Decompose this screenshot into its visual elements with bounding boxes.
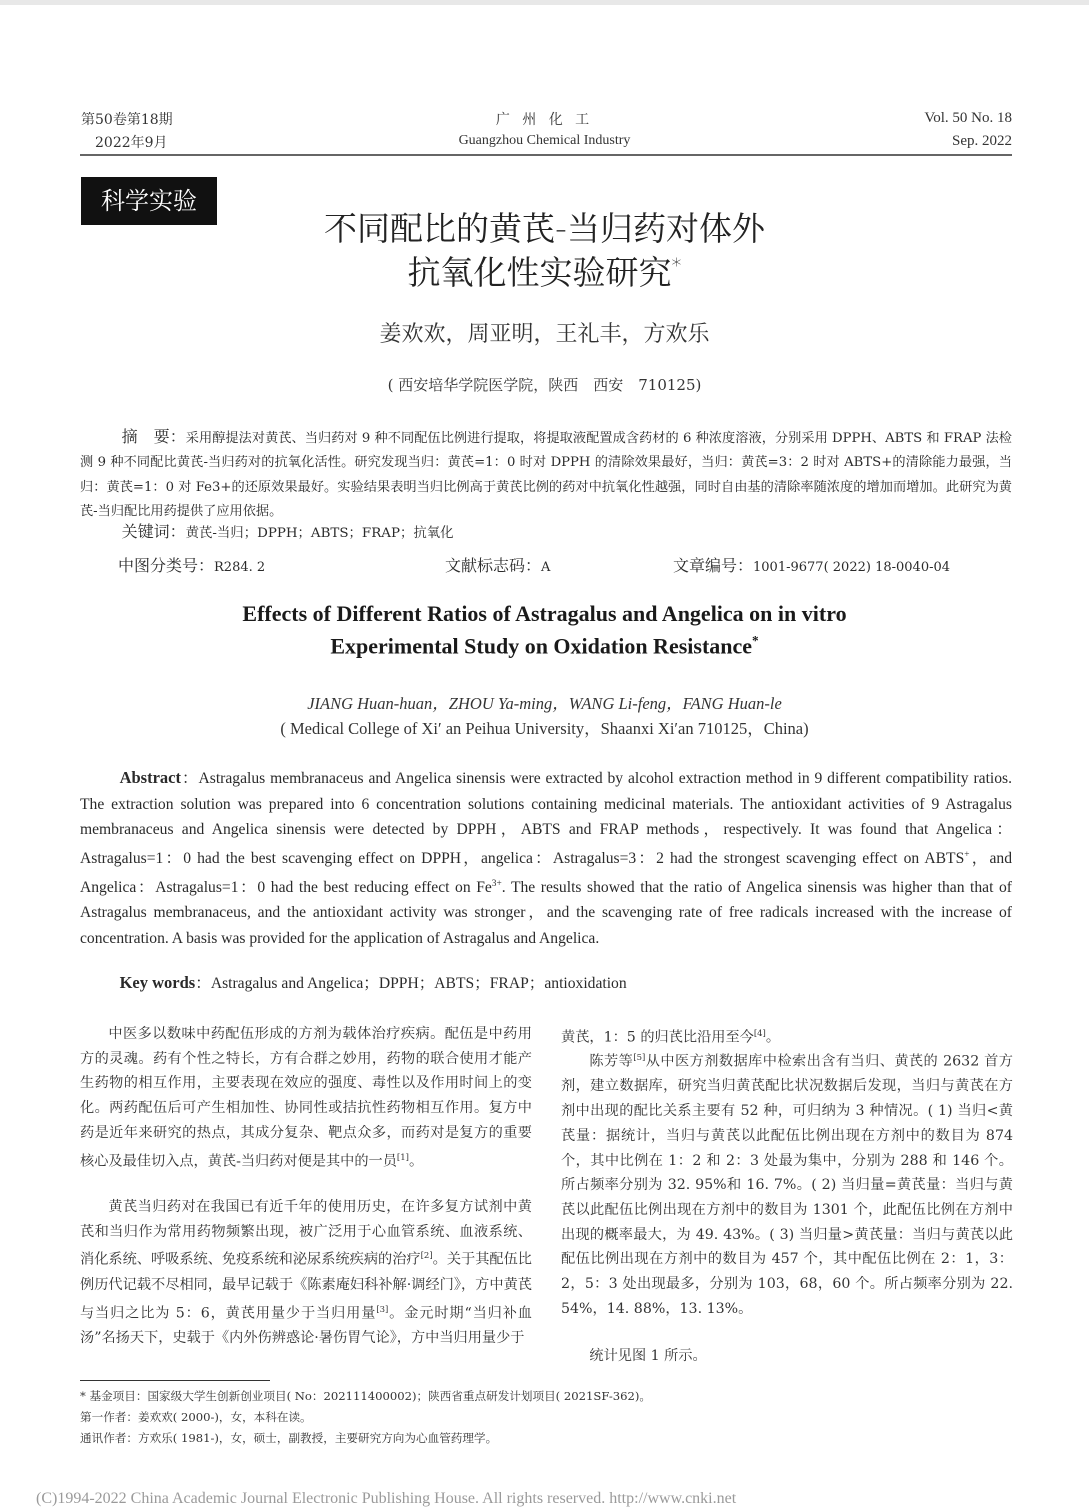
keywords-cn-text: 黄芪-当归；DPPH；ABTS；FRAP；抗氧化 [185,526,454,541]
footnote-corresponding-author: 通讯作者：方欢乐( 1981-)，女，硕士，副教授，主要研究方向为心血管药理学。 [80,1431,498,1445]
clc-label: 中图分类号： [118,556,215,575]
section-tag: 科学实验 [81,177,217,225]
keywords-en-label: Key words [119,973,196,992]
article-number [673,553,950,576]
body-left-p2-text-c: 。金元时期“当归补血汤”名扬天下，史载于《内外伤辨惑论·暑伤胃气论》，方中当归用量少于 [80,1305,532,1346]
title-cn-line2-text: 抗氧化性实验研究 [407,253,672,292]
document-code [445,553,550,576]
abstract-en-part1: ：Astragalus membranaceus and Angelica sinensis were extracted by alcohol extraction method in 9 different compatibility ratios. The extraction solution was prepared into 6 concentration solutions containing medicinal materials. The antioxidant activities of 9 Astragalus membranaceus and Angelica sinensis were detected by DPPH，ABTS and FRAP methods，respectively. It was found that Angelica：Astragalus=1：0 had the best scavenging effect on DPPH，angelica：Astragalus=3：2 had the strongest scavenging effect on ABTS [80,770,1012,867]
header-date-cn: 2022年9月 [95,135,168,151]
header-journal-en: Guangzhou Chemical Industry [458,133,631,148]
title-cn-line1: 不同配比的黄芪-当归药对体外 [324,209,765,248]
title-en-footnote-mark: * [752,633,759,648]
citation-1: [1] [396,1152,409,1163]
footnote-first-author: 第一作者：姜欢欢( 2000-)，女，本科在读。 [80,1410,312,1424]
body-left-p2-text-a: 黄芪当归药对在我国已有近千年的使用历史，在许多复方试剂中黄芪和当归作为常用药物频繁出现，被广泛用于心血管系统、血液系统、消化系统、呼吸系统、免疫系统和泌尿系统疾病的治疗 [80,1199,532,1269]
copyright-watermark: (C)1994-2022 China Academic Journal Electronic Publishing House. All rights reserved. http://www.cnki.net [36,1490,737,1507]
body-left-p1-end: 。 [408,1153,424,1170]
authors-en: JIANG Huan-huan，ZHOU Ya-ming，WANG Li-feng，FANG Huan-le [307,694,782,713]
citation-3: [3] [376,1304,389,1315]
header-volume-cn: 第50卷第18期 [81,112,173,128]
abstract-en-part2: ，and Angelica：Astragalus=1：0 had the best reducing effect on Fe [80,849,1012,896]
body-right-paragraph-2: 统计见图 1 所示。 [589,1348,707,1364]
body-left-p1-text: 中医多以数味中药配伍形成的方剂为载体治疗疾病。配伍是中药用方的灵魂。药有个性之特长，方有合群之妙用，药物的联合使用才能产生药物的相互作用，主要表现在效应的强度、毒性以及作用时间上的变化。两药配伍后可产生相加性、协同性或拮抗性药物相互作用。复方中药是近年来研究的热点，其成分复杂、靶点众多，而药对是复方的重要核心及最佳切入点，黄芪-当归药对便是其中的一员 [80,1026,532,1170]
abstract-cn-text: 采用醇提法对黄芪、当归药对 9 种不同配伍比例进行提取，将提取液配置成含药材的 6 种浓度溶液，分别采用 DPPH、ABTS 和 FRAP 法检测 9 种不同配比黄芪-当归药对的抗氧化活性。研究发现当归：黄芪=1：0 时对 DPPH 的清除效果最好，当归：黄芪=3：2 时对 ABTS+的清除能力最强，当归：黄芪=1：0 对 Fe3+的还原效果最好。实验结果表明当归比例高于黄芪比例的药对中抗氧化性越强，同时自由基的清除率随浓度的增加而增加。此研究为黄芪-当归配比用药提供了应用依据。 [80,431,1012,519]
title-en-line1: Effects of Different Ratios of Astragalus and Angelica on in vitro [242,601,847,626]
document-code-label: 文献标志码： [445,556,542,575]
body-right-p0-end: 。 [765,1029,781,1046]
header-date-en: Sep. 2022 [952,133,1012,149]
title-cn-footnote-mark: * [671,254,682,277]
header-rule [80,154,1012,156]
abstract-en-part3: . The results showed that the ratio of Angelica sinensis was higher than that of Astragalus membranaceus, and the antioxidant activity was stronger，and the scavenging rate of free radicals increased with the increase of concentration. A basis was provided for the application of Astragalus and Angelica. [80,878,1012,947]
footnote-fund: * 基金项目：国家级大学生创新创业项目( No：202111400002)；陕西省重点研发计划项目( 2021SF-362)。 [80,1389,652,1403]
abstract-en-sup2: 3+ [491,878,502,889]
abstract-en [80,765,1012,952]
affiliation-en: ( Medical College of Xi′ an Peihua University，Shaanxi Xi′an 710125，China) [280,719,809,738]
body-left-paragraph-2 [80,1195,532,1351]
title-en-line2-text: Experimental Study on Oxidation Resistance [330,633,753,659]
body-right-p1-text: 从中医方剂数据库中检索出含有当归、黄芪的 2632 首方剂，建立数据库，研究当归黄芪配比状况数据后发现，当归与黄芪在方剂中出现的配比关系主要有 52 种，可归纳为 3 种情况。( 1) 当归<黄芪量：据统计，当归与黄芪以此配伍比例出现在方剂中的数目为 874 个，其中比例在 1：2 和 2：3 处最为集中，分别为 288 和 146 个。所占频率分别为 32. 95%和 16. 7%。( 2) 当归量=黄芪量：当归与黄芪以此配伍比例出现在方剂中的数目为 1301 个，此配伍比例在方剂中出现的概率最大，为 49. 43%。( 3) 当归量>黄芪量：当归与黄芪以此配伍比例出现在方剂中的数目为 457 个，其中配伍比例在 2：1，3：2，5：3 处出现最多，分别为 103，68，60 个。所占频率分别为 22. 54%，14. 88%，13. 13%。 [561,1053,1013,1317]
clc-value: R284. 2 [214,560,266,575]
body-left-paragraph-1 [80,1022,532,1174]
title-cn-line2 [0,247,1089,294]
keywords-en-text: ：Astragalus and Angelica；DPPH；ABTS；FRAP；antioxidation [195,975,627,992]
abstract-en-label: Abstract [119,768,181,787]
citation-5: [5] [633,1053,646,1063]
citation-4: [4] [753,1029,766,1039]
citation-2: [2] [420,1251,433,1262]
abstract-en-sup1: + [964,849,970,860]
footnote-rule [80,1380,270,1381]
header-volume-en: Vol. 50 No. 18 [924,110,1012,126]
top-edge-strip [0,0,1089,5]
keywords-cn [80,520,1012,546]
article-number-label: 文章编号： [673,556,754,575]
abstract-cn-label: 摘 要： [121,427,186,446]
keywords-en [80,970,1012,996]
body-right-p1-start: 陈芳等 [589,1053,634,1070]
title-en-line2 [0,633,1089,659]
abstract-cn [80,425,1012,524]
document-code-value: A [541,560,551,575]
keywords-cn-label: 关键词： [121,522,186,541]
affiliation-cn: ( 西安培华学院医学院，陕西 西安 710125) [387,376,702,394]
body-left-p2-text-b: 。关于其配伍比例历代记载不尽相同，最早记载于《陈素庵妇科补解·调经门》，方中黄芪与当归之比为 5：6，黄芪用量少于当归用量 [80,1252,532,1322]
authors-cn: 姜欢欢，周亚明，王礼丰，方欢乐 [379,322,710,347]
header-journal-cn: 广 州 化 工 [495,112,594,128]
body-right-p0-text: 黄芪，1：5 的归芪比沿用至今 [561,1029,754,1046]
clc-number [118,553,265,576]
article-number-value: 1001-9677( 2022) 18-0040-04 [753,560,951,575]
body-right-paragraph-1 [561,1046,1013,1321]
